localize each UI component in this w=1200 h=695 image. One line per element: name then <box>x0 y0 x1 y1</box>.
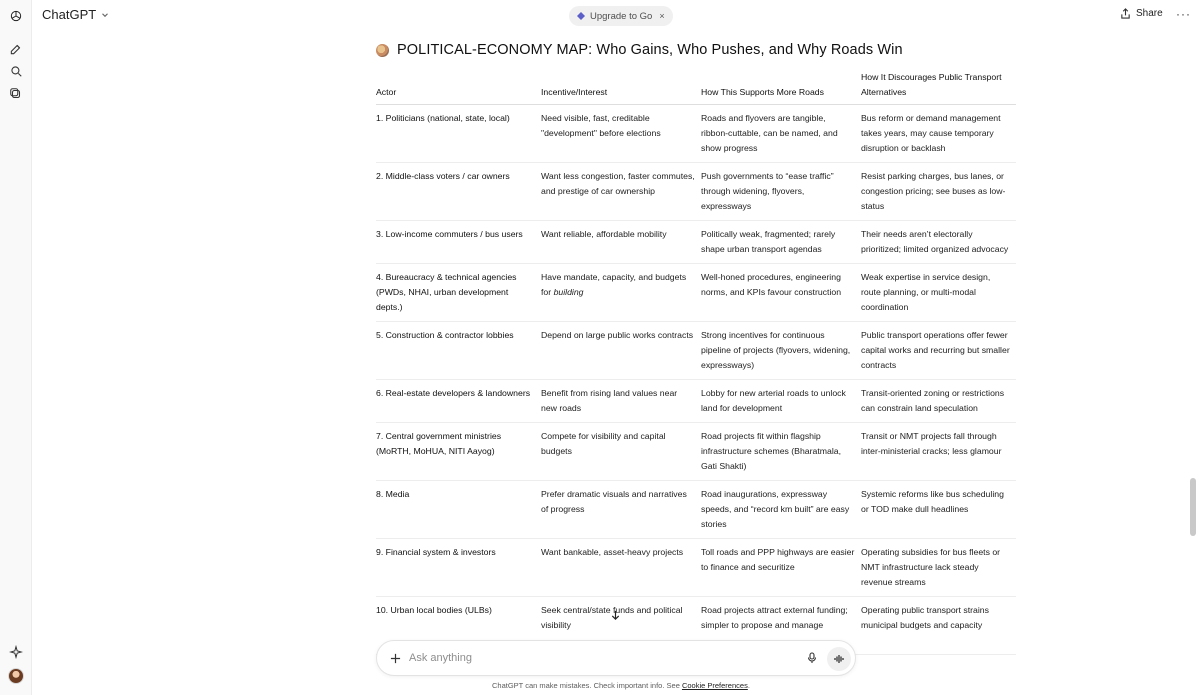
upgrade-label: Upgrade to Go <box>590 10 653 22</box>
actor-cell: 1. Politicians (national, state, local) <box>376 105 541 163</box>
microphone-icon <box>806 652 818 664</box>
search-icon[interactable] <box>6 61 26 81</box>
discourages-cell: Their needs aren’t electorally prioritized; limited organized advocacy <box>861 221 1016 264</box>
supports-cell: Politically weak, fragmented; rarely shape urban transport agendas <box>701 221 861 264</box>
section-heading <box>376 42 903 58</box>
discourages-cell: Operating public transport strains municipal budgets and capacity <box>861 597 1016 655</box>
column-header: How This Supports More Roads <box>701 70 861 105</box>
voice-mode-icon <box>833 653 845 665</box>
disclaimer-text: ChatGPT can make mistakes. Check important info. See <box>492 681 682 690</box>
supports-cell: Road projects attract external funding; simpler to propose and manage <box>701 597 861 655</box>
table-row <box>376 163 1016 221</box>
supports-cell: Well-honed procedures, engineering norms, and KPIs favour construction <box>701 264 861 322</box>
disclaimer <box>492 681 750 690</box>
incentive-cell: Depend on large public works contracts <box>541 322 701 380</box>
supports-cell: Lobby for new arterial roads to unlock land for development <box>701 380 861 423</box>
plus-icon <box>390 653 401 664</box>
table-row <box>376 221 1016 264</box>
incentive-cell: Want bankable, asset-heavy projects <box>541 539 701 597</box>
actor-cell: 4. Bureaucracy & technical agencies (PWDs, NHAI, urban development depts.) <box>376 264 541 322</box>
actor-cell: 8. Media <box>376 481 541 539</box>
incentive-cell: Benefit from rising land values near new roads <box>541 380 701 423</box>
supports-cell: Strong incentives for continuous pipeline of projects (flyovers, widening, expressways) <box>701 322 861 380</box>
table-row <box>376 481 1016 539</box>
table-row <box>376 264 1016 322</box>
actor-cell: 2. Middle-class voters / car owners <box>376 163 541 221</box>
column-header: Incentive/Interest <box>541 70 701 105</box>
table-row <box>376 380 1016 423</box>
voice-mode-button[interactable] <box>827 647 851 671</box>
close-icon[interactable]: × <box>659 11 665 21</box>
composer <box>376 640 856 676</box>
conversation-area <box>32 32 1188 695</box>
chevron-down-icon <box>100 10 110 20</box>
political-economy-table <box>376 70 1016 655</box>
upgrade-pill[interactable] <box>569 6 673 26</box>
actor-cell: 3. Low-income commuters / bus users <box>376 221 541 264</box>
supports-cell: Toll roads and PPP highways are easier to finance and securitize <box>701 539 861 597</box>
sidebar-rail <box>0 0 32 695</box>
incentive-text: Have mandate, capacity, and budgets for <box>541 272 687 297</box>
share-icon <box>1120 8 1131 19</box>
dictate-button[interactable] <box>805 651 819 665</box>
prompt-input[interactable] <box>409 649 789 667</box>
top-bar <box>32 0 1200 32</box>
actor-cell: 6. Real-estate developers & landowners <box>376 380 541 423</box>
openai-logo-icon[interactable] <box>6 6 26 26</box>
table-row <box>376 539 1016 597</box>
discourages-cell: Operating subsidies for bus fleets or NMT infrastructure lack steady revenue streams <box>861 539 1016 597</box>
arrow-down-icon <box>610 610 621 621</box>
library-icon[interactable] <box>6 84 26 104</box>
discourages-cell: Systemic reforms like bus scheduling or TOD make dull headlines <box>861 481 1016 539</box>
incentive-cell: Seek central/state funds and political visibility <box>541 597 701 655</box>
actor-cell: 7. Central government ministries (MoRTH, MoHUA, NITI Aayog) <box>376 423 541 481</box>
scrollbar-thumb[interactable] <box>1190 478 1196 536</box>
section-title: POLITICAL-ECONOMY MAP: Who Gains, Who Pushes, and Why Roads Win <box>397 42 903 58</box>
actor-cell: 10. Urban local bodies (ULBs) <box>376 597 541 655</box>
share-button[interactable] <box>1120 8 1163 19</box>
sparkle-icon[interactable] <box>6 642 26 662</box>
table-row <box>376 423 1016 481</box>
more-options-button[interactable]: ··· <box>1176 7 1191 21</box>
discourages-cell: Transit-oriented zoning or restrictions can constrain land speculation <box>861 380 1016 423</box>
new-chat-icon[interactable] <box>6 39 26 59</box>
add-attachment-button[interactable] <box>387 650 403 666</box>
actor-cell: 5. Construction & contractor lobbies <box>376 322 541 380</box>
disclaimer-end: . <box>747 681 750 690</box>
incentive-cell: Want reliable, affordable mobility <box>541 221 701 264</box>
discourages-cell: Transit or NMT projects fall through inter-ministerial cracks; less glamour <box>861 423 1016 481</box>
share-label: Share <box>1136 8 1163 19</box>
incentive-cell: Prefer dramatic visuals and narratives of progress <box>541 481 701 539</box>
incentive-emphasis: building <box>553 287 584 297</box>
incentive-cell: Want less congestion, faster commutes, and prestige of car ownership <box>541 163 701 221</box>
incentive-cell: Compete for visibility and capital budgets <box>541 423 701 481</box>
column-header: Actor <box>376 70 541 105</box>
avatar[interactable] <box>8 668 24 684</box>
actor-cell: 9. Financial system & investors <box>376 539 541 597</box>
table-header-row <box>376 70 1016 105</box>
column-header: How It Discourages Public Transport Alternatives <box>861 70 1016 105</box>
globe-icon <box>376 44 389 57</box>
supports-cell: Road projects fit within flagship infrastructure schemes (Bharatmala, Gati Shakti) <box>701 423 861 481</box>
supports-cell: Road inaugurations, expressway speeds, and “record km built” are easy stories <box>701 481 861 539</box>
model-name: ChatGPT <box>42 7 97 22</box>
supports-cell: Roads and flyovers are tangible, ribbon-cuttable, can be named, and show progress <box>701 105 861 163</box>
incentive-cell <box>541 264 701 322</box>
table-row <box>376 105 1016 163</box>
scroll-to-bottom-button[interactable] <box>605 605 625 625</box>
supports-cell: Push governments to “ease traffic” through widening, flyovers, expressways <box>701 163 861 221</box>
cookie-preferences-link[interactable]: Cookie Preferences <box>681 681 748 690</box>
model-picker[interactable] <box>42 7 110 22</box>
incentive-cell: Need visible, fast, creditable "development" before elections <box>541 105 701 163</box>
discourages-cell: Bus reform or demand management takes years, may cause temporary disruption or backlash <box>861 105 1016 163</box>
discourages-cell: Weak expertise in service design, route planning, or multi-modal coordination <box>861 264 1016 322</box>
table-row <box>376 322 1016 380</box>
discourages-cell: Resist parking charges, bus lanes, or congestion pricing; see buses as low-status <box>861 163 1016 221</box>
discourages-cell: Public transport operations offer fewer capital works and recurring but smaller contracts <box>861 322 1016 380</box>
diamond-icon <box>577 12 585 20</box>
